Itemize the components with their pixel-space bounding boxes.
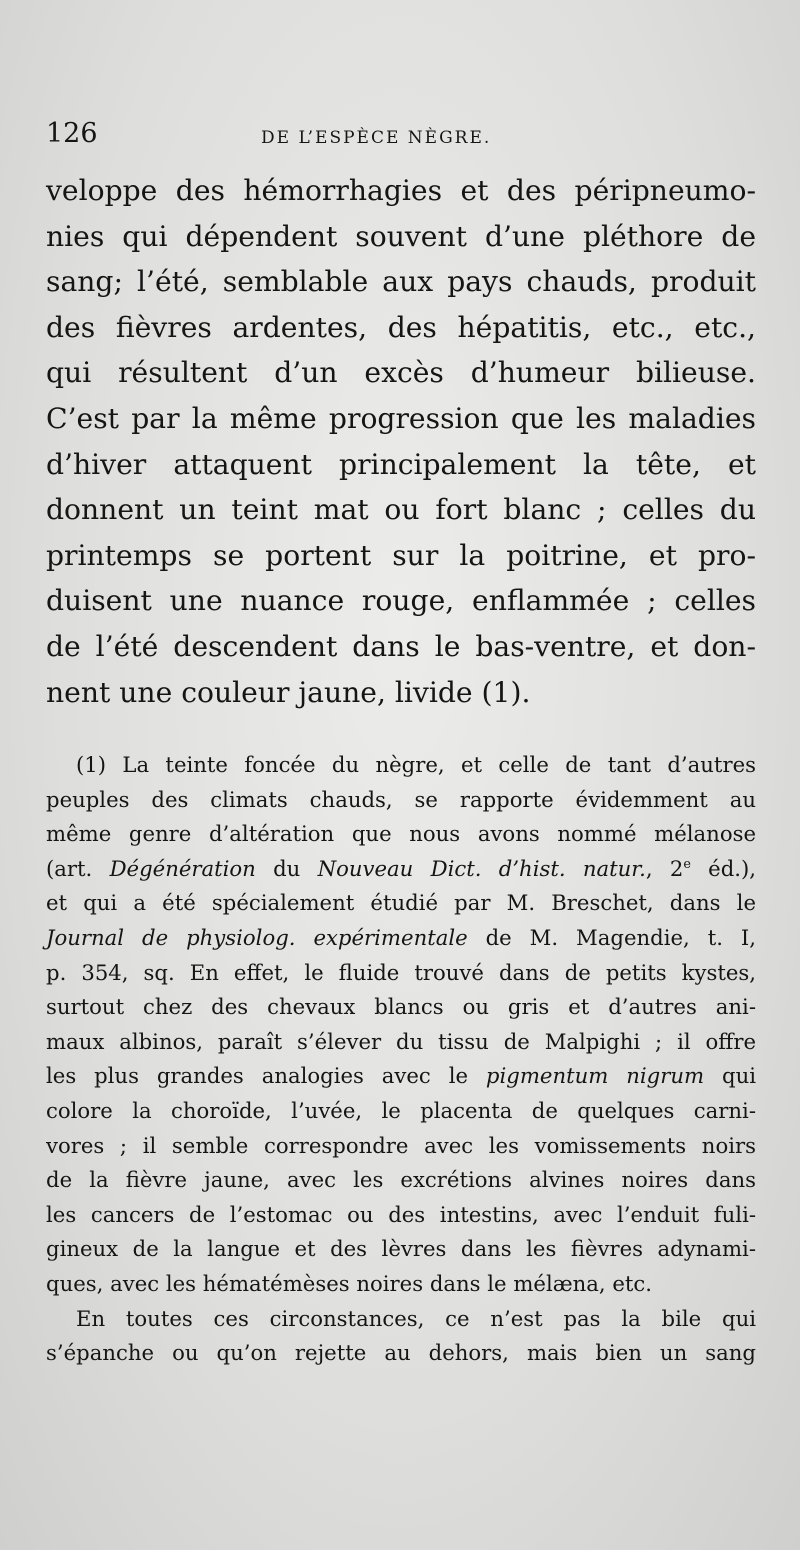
footnote-line: surtout chez des chevaux blancs ou gris et d’autres ani- — [46, 994, 756, 1020]
footnote-text: , 2 — [645, 855, 684, 881]
footnote-italic: Dégénération — [109, 855, 256, 881]
footnote-line: peuples des climats chauds, se rapporte évidemment au — [46, 786, 756, 812]
footnote-italic: pigmentum nigrum — [485, 1063, 705, 1089]
footnote-line: (1) La teinte foncée du nègre, et celle de tant d’autres — [76, 752, 756, 777]
text-line: duisent une nuance rouge, enflammée ; celles — [46, 584, 756, 618]
text-line: C’est par la même progression que les maladies — [46, 401, 756, 435]
footnote-line — [46, 921, 756, 956]
text-line: printemps se portent sur la poitrine, et pro- — [46, 538, 756, 572]
footnote-text: éd.), — [690, 855, 757, 881]
footnote-line: vores ; il semble correspondre avec les vomissements noirs — [46, 1132, 756, 1158]
text-line: des fièvres ardentes, des hépatitis, etc., etc., — [46, 310, 756, 344]
footnote-superscript: e — [683, 855, 691, 871]
text-line: nent une couleur jaune, livide (1). — [46, 675, 531, 709]
footnote-text: qui — [704, 1063, 756, 1089]
footnote-line: même genre d’altération que nous avons nommé mélanose — [46, 821, 756, 847]
footnote-italic: Journal de physiolog. expérimentale — [46, 924, 468, 950]
footnote-text: de M. Magendie, t. I, — [467, 924, 756, 950]
page-number: 126 — [46, 118, 98, 149]
footnote-line: gineux de la langue et des lèvres dans les fièvres adynami- — [46, 1236, 756, 1262]
footnote — [46, 748, 756, 1371]
footnote-text: les plus grandes analogies avec le — [46, 1063, 486, 1089]
footnote-line: p. 354, sq. En effet, le fluide trouvé dans de petits kystes, — [46, 959, 756, 985]
footnote-italic: Nouveau Dict. d’hist. natur. — [317, 855, 646, 881]
text-line: nies qui dépendent souvent d’une pléthore de — [46, 219, 756, 253]
footnote-text: (art. — [46, 855, 110, 881]
footnote-line: ques, avec les hématémèses noires dans le mélæna, etc. — [46, 1270, 653, 1296]
text-line: de l’été descendent dans le bas-ventre, et don- — [46, 629, 756, 663]
main-text — [46, 168, 756, 715]
running-title: DE L’ESPÈCE NÈGRE. — [261, 128, 492, 148]
text-line: qui résultent d’un excès d’humeur bilieuse. — [46, 356, 756, 390]
page-header — [46, 118, 760, 162]
text-line: donnent un teint mat ou fort blanc ; celles du — [46, 493, 756, 527]
footnote-line: s’épanche ou qu’on rejette au dehors, mais bien un sang — [46, 1340, 756, 1366]
footnote-text: du — [255, 855, 318, 881]
text-line: veloppe des hémorrhagies et des péripneumo- — [46, 174, 756, 207]
footnote-line — [46, 1059, 756, 1094]
footnote-line: En toutes ces circonstances, ce n’est pas la bile qui — [76, 1305, 756, 1331]
footnote-line: de la fièvre jaune, avec les excrétions alvines noires dans — [46, 1167, 756, 1193]
footnote-line: colore la choroïde, l’uvée, le placenta de quelques carni- — [46, 1097, 756, 1123]
text-line: d’hiver attaquent principalement la tête, et — [46, 447, 756, 481]
text-line: sang; l’été, semblable aux pays chauds, produit — [46, 265, 756, 299]
footnote-line: et qui a été spécialement étudié par M. Breschet, dans le — [46, 890, 756, 916]
footnote-line — [46, 852, 756, 887]
footnote-line: maux albinos, paraît s’élever du tissu de Malpighi ; il offre — [46, 1028, 756, 1054]
footnote-line: les cancers de l’estomac ou des intestins, avec l’enduit fuli- — [46, 1201, 756, 1227]
